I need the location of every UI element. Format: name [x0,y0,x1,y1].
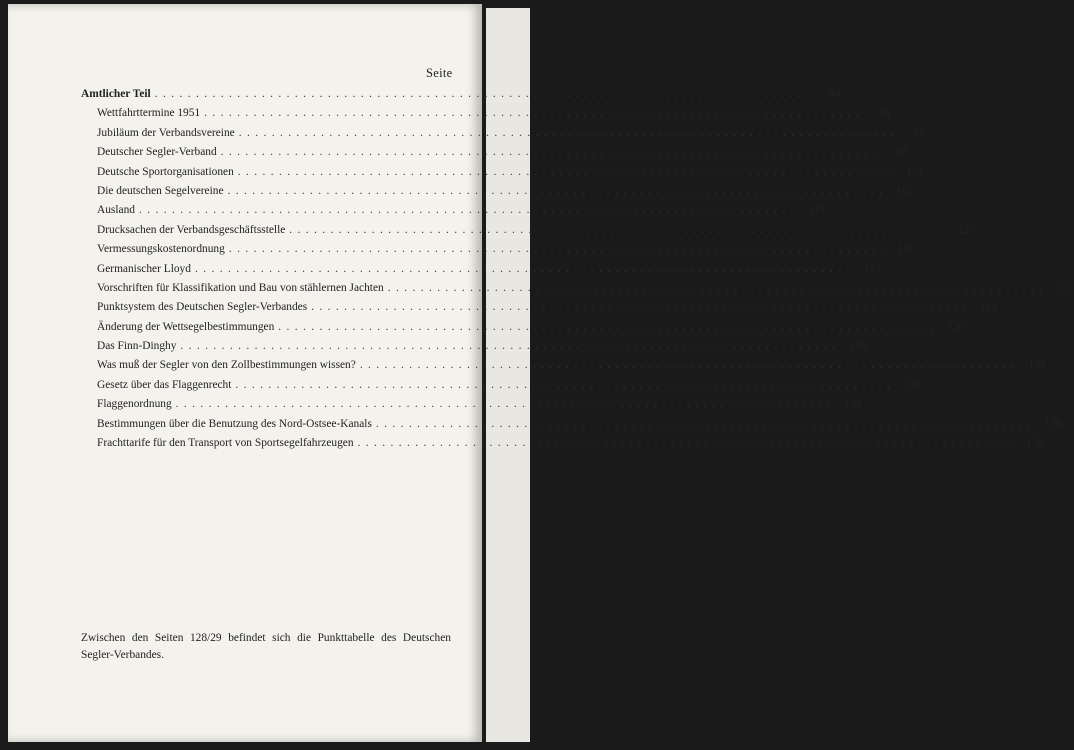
toc-entry-title: Vorschriften für Klassifikation und Bau von stählernen Jachten [97,281,384,294]
toc-leader-dots: ................................................................................ [359,359,1020,372]
toc-entry-page: 128 [849,340,867,353]
toc-entry-page: 136 [1044,417,1062,430]
toc-leader-dots: ................................................................................ [289,223,950,236]
toc-entry-title: Drucksachen der Verbandsgeschäftsstelle [97,223,286,236]
toc-entry-page: 94 [829,88,841,100]
toc-entry-title: Amtlicher Teil [81,88,151,100]
toc-entry-title: Wettfahrttermine 1951 [97,107,201,120]
toc-entry [81,281,1074,301]
toc-entry [81,398,862,417]
toc-entry-title: Was muß der Segler von den Zollbestimmungen wissen? [97,359,356,372]
toc-entry-page: 120 [958,223,976,236]
toc-entry-title: Ausland [97,204,135,217]
toc-leader-dots: ................................................................................ [357,437,1018,450]
toc-entry [81,184,914,204]
toc-leader-dots: ................................................................................ [180,340,841,353]
toc-entry-title: Frachttarife für den Transport von Sportsegelfahrzeugen [97,437,354,450]
toc-entry [81,243,915,262]
toc-entry-title: Punktsystem des Deutschen Segler-Verbandes [97,301,308,314]
toc-leader-dots: ................................................................................ [227,184,888,197]
toc-entry [81,437,1044,456]
document-page [8,4,1074,742]
toc-entry-title: Flaggenordnung [97,398,172,411]
page-column-header: Seite [426,66,453,80]
toc-leader-dots: ................................................................................ [311,301,971,314]
toc-entry-page: 126 [947,320,965,333]
toc-entry-page: 94 [878,107,890,120]
toc-entry [81,340,867,359]
toc-entry [81,88,841,107]
toc-entry [81,301,997,320]
toc-entry-title: Die deutschen Segelvereine [97,184,224,197]
toc-leader-dots: ................................................................................ [194,262,855,275]
toc-entry-page: 97 [913,126,925,139]
toc-leader-dots: ................................................................................ [237,165,898,178]
toc-entry [81,320,965,340]
toc-entry-page: 124 [979,301,997,314]
footnote: Zwischen den Seiten 128/29 befindet sich die Punkttabelle des Deutschen Segler-Verbandes. [81,632,451,661]
toc-entry-page: 121 [897,243,915,256]
toc-entry [81,204,825,223]
toc-leader-dots: ................................................................................ [175,398,836,411]
toc-entry [81,378,922,398]
toc-entry-title: Jubiläum der Verbandsvereine [97,126,235,139]
toc-entry [81,126,925,146]
toc-entry-title: Änderung der Wettsegelbestimmungen [97,320,275,333]
toc-entry-page: 129 [1028,359,1046,372]
toc-entry-page: 101 [906,165,924,178]
toc-entry [81,165,924,185]
toc-leader-dots: ................................................................................ [220,146,881,159]
toc-entry-title: Deutscher Segler-Verband [97,146,217,159]
toc-leader-dots: ................................................................................ [375,417,1036,430]
toc-entry [81,223,976,243]
toc-leader-dots: ................................................................................ [204,107,864,120]
toc-entry-page: 102 [896,184,914,197]
toc-leader-dots: ................................................................................ [387,281,1048,294]
toc-entry-title: Gesetz über das Flaggenrecht [97,378,232,391]
toc-entry-page: 123 [1056,281,1074,294]
table-of-contents [81,88,1074,456]
toc-entry-title: Deutsche Sportorganisationen [97,165,234,178]
toc-entry [81,359,1046,378]
toc-entry [81,417,1062,437]
toc-leader-dots: ................................................................................ [228,243,889,256]
toc-leader-dots: ................................................................................ [238,126,899,139]
toc-leader-dots: ................................................................................ [235,378,896,391]
toc-entry-title: Germanischer Lloyd [97,262,191,275]
toc-entry [81,107,890,126]
toc-entry-title: Das Finn-Dinghy [97,340,177,353]
toc-entry-title: Bestimmungen über die Benutzung des Nord-Ostsee-Kanals [97,417,372,430]
toc-entry [81,262,881,282]
toc-entry-page: 98 [895,146,907,159]
toc-leader-dots: ................................................................................ [138,204,799,217]
toc-entry-page: 123 [863,262,881,275]
toc-leader-dots: ................................................................................ [278,320,939,333]
toc-leader-dots: ................................................................................ [154,88,815,100]
toc-entry-page: 131 [904,378,922,391]
toc-entry-page: 138 [1026,437,1044,450]
toc-entry [81,146,907,165]
toc-entry-page: 132 [844,398,862,411]
toc-entry-page: 118 [808,204,825,217]
toc-entry-title: Vermessungskostenordnung [97,243,225,256]
